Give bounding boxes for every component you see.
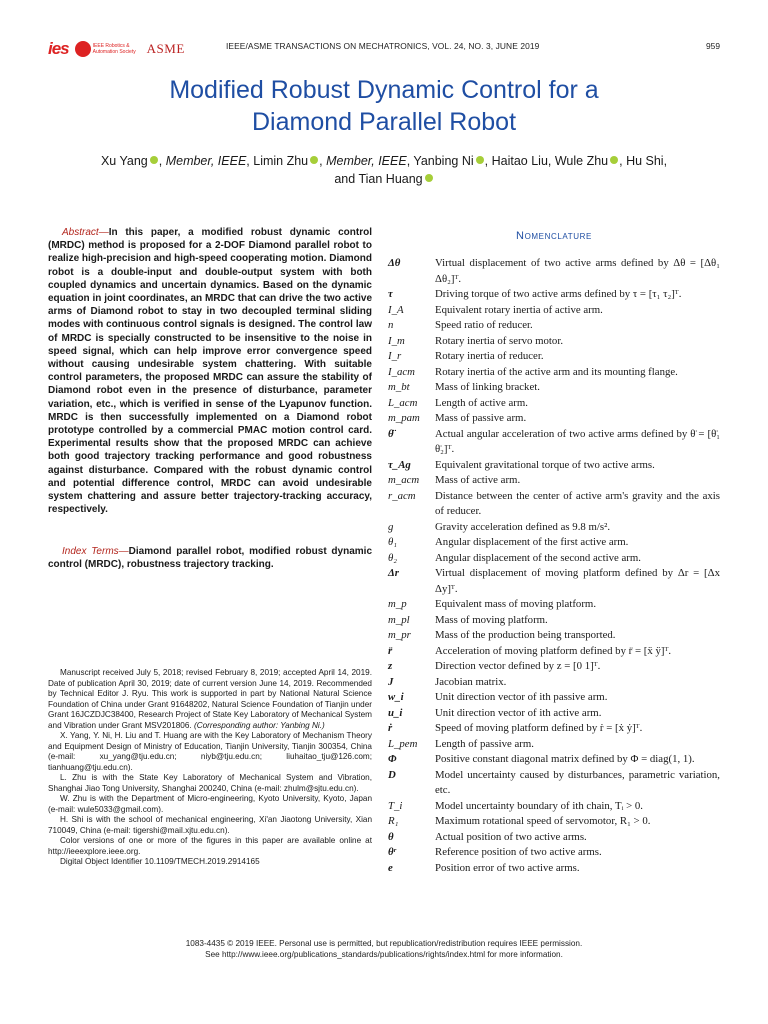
nomenclature-definition: Speed ratio of reducer. — [435, 319, 533, 331]
nomenclature-definition: Actual position of two active arms. — [435, 830, 587, 843]
footnote-doi: Digital Object Identifier 10.1109/TMECH.2019.2914165 — [60, 857, 260, 866]
nomenclature-symbol: D — [388, 768, 396, 781]
nomenclature-definition: Acceleration of moving platform defined by r̈ = [ẍ ÿ]ᵀ. — [435, 644, 672, 657]
nomenclature-symbol: Δθ — [388, 257, 401, 269]
orcid-icon[interactable] — [150, 156, 158, 164]
footnotes — [48, 668, 372, 868]
nomenclature-symbol: T_i — [388, 799, 403, 812]
ras-logo — [75, 41, 141, 57]
orcid-icon[interactable] — [610, 156, 618, 164]
nomenclature-definition: Angular displacement of the second active arm. — [435, 551, 641, 564]
footnote-color-note: Color versions of one or more of the figures in this paper are available online at http://ieeexplore.ieee.org. — [48, 836, 372, 856]
nomenclature-item — [388, 551, 720, 567]
nomenclature-definition: Distance between the center of active arm's gravity and the axis of reducer. — [435, 489, 720, 517]
nomenclature-symbol: e — [388, 861, 393, 874]
nomenclature-symbol: m_pr — [388, 629, 411, 641]
nomenclature-definition: Equivalent gravitational torque of two active arms. — [435, 458, 655, 471]
nomenclature-item — [388, 814, 720, 830]
nomenclature-symbol: θ — [388, 830, 394, 843]
authors-line-2 — [40, 170, 728, 188]
publisher-logos — [48, 38, 185, 60]
nomenclature-item — [388, 458, 720, 474]
copyright-line-1: 1083-4435 © 2019 IEEE. Personal use is permitted, but republication/redistribution requires IEEE permission. — [185, 939, 583, 948]
nomenclature-definition: Virtual displacement of two active arms defined by Δθ = [Δθ₁ Δθ₂]ᵀ. — [435, 257, 720, 285]
nomenclature-item — [388, 365, 720, 381]
nomenclature-item — [388, 628, 720, 644]
nomenclature-item — [388, 427, 720, 458]
nomenclature-item — [388, 644, 720, 660]
nomenclature-symbol: L_pem — [388, 737, 418, 750]
footnote-affiliation-3: W. Zhu is with the Department of Micro-engineering, Kyoto University, Kyoto, Japan (e-mail: wule5033@gmail.com). — [48, 794, 372, 814]
nomenclature-symbol: I_r — [388, 350, 402, 362]
nomenclature-item — [388, 535, 720, 551]
orcid-icon[interactable] — [476, 156, 484, 164]
nomenclature-definition: Mass of active arm. — [435, 474, 521, 486]
nomenclature-item — [388, 613, 720, 629]
nomenclature-heading: Nomenclature — [516, 230, 592, 242]
nomenclature-definition: Mass of the production being transported. — [435, 629, 616, 641]
author-name: Xu Yang — [100, 154, 148, 168]
nomenclature-symbol: θʳ — [388, 846, 396, 858]
authors-line-1: Xu Yang , Member, IEEE, Limin Zhu , Member, IEEE, Yanbing Ni , Haitao Liu, Wule Zhu , Hu Shi, — [100, 154, 668, 168]
footnote-manuscript — [48, 668, 372, 731]
page-number: 959 — [706, 41, 720, 51]
nomenclature-symbol: m_p — [388, 598, 407, 610]
nomenclature-symbol: Φ — [388, 753, 397, 765]
author-name: Yanbing Ni — [413, 154, 474, 168]
footnote-affiliation-2: L. Zhu is with the State Key Laboratory of Mechanical System and Vibration, Shanghai Jiao Tong University, Shanghai 200240, China (e-mail: zhulm@sjtu.edu.cn). — [48, 773, 372, 793]
nomenclature-definition: Angular displacement of the first active arm. — [435, 536, 629, 548]
asme-logo: ASME — [146, 41, 185, 56]
ies-logo: ies — [48, 39, 69, 58]
nomenclature-item — [388, 411, 720, 427]
nomenclature-definition: Mass of linking bracket. — [435, 381, 540, 393]
nomenclature-item — [388, 489, 720, 520]
nomenclature-item — [388, 861, 720, 877]
copyright-notice — [48, 938, 720, 960]
nomenclature-item — [388, 256, 720, 287]
nomenclature-item — [388, 380, 720, 396]
orcid-icon[interactable] — [310, 156, 318, 164]
index-terms-label: Index Terms — [62, 546, 119, 557]
nomenclature-definition: Length of active arm. — [435, 396, 528, 409]
abstract-text: In this paper, a modified robust dynamic control (MRDC) method is proposed for a 2-DOF Diamond parallel robot to realize high-precision and high-speed cooperating motion. Diamond robot is a double-input and double-output system with both coupled dynamics and uncertain dynamics. Based on the dynamic equation in joint coordinates, an MRDC that can drive the two active arms of Diamond robot to stay in two decoupled terminal sliding modes with continuous control signals is designed. The control law of MRDC is specially constructed to be insensitive to the noise in speed signal, which can help improve error convergence speed without causing undesirable system chattering. With suitable control parameters, the proposed MRDC can assure the stability of Diamond robot even in the presence of disturbance, parameter variation, etc., which is verified in sense of the Lyapunov function. MRDC is then successfully implemented on a Diamond robot prototype controlled by a commercial PMAC motion control card. Experimental results show that the proposed MRDC can achieve both good trajectory tracking performance and good robustness against disturbance. Compared with the robust dynamic control and potential difference control, MRDC can avoid undesirable system chattering and assure better trajectory-tracking accuracy, respectively. — [48, 227, 372, 516]
nomenclature-definition: Speed of moving platform defined by ṙ = [ẋ ẏ]ᵀ. — [435, 722, 643, 734]
author-name: and Tian Huang — [334, 172, 423, 186]
author-membership: Member, IEEE — [326, 154, 407, 168]
paper-title — [60, 74, 708, 138]
nomenclature-item — [388, 690, 720, 706]
nomenclature-definition: Equivalent mass of moving platform. — [435, 598, 597, 610]
footnote-affiliation-1: X. Yang, Y. Ni, H. Liu and T. Huang are with the Key Laboratory of Mechanism Theory and Equipment Design of Ministry of Education, Tianjin University, Tianjin 300354, China (e-mail: xu_yang@tju.edu.cn; niyb@tju.edu.cn; liuhaitao_tju@126.com; tianhuang@tju.edu.cn). — [48, 731, 372, 772]
nomenclature-definition: Position error of two active arms. — [435, 861, 580, 874]
nomenclature-symbol: z — [388, 660, 393, 672]
nomenclature-symbol: I_acm — [388, 365, 415, 378]
nomenclature-definition: Model uncertainty boundary of ith chain, Tᵢ > 0. — [435, 799, 643, 812]
author-list — [40, 152, 728, 188]
index-terms-text: Diamond parallel robot, modified robust dynamic control (MRDC), robustness trajectory tracking. — [48, 546, 373, 571]
nomenclature-item — [388, 318, 720, 334]
nomenclature-definition: Reference position of two active arms. — [435, 846, 602, 858]
nomenclature-definition: Driving torque of two active arms defined by τ = [τ₁ τ₂]ᵀ. — [435, 288, 682, 300]
nomenclature-list — [388, 256, 720, 876]
nomenclature-symbol: ṙ — [388, 722, 393, 734]
index-terms-dash: — — [118, 546, 129, 557]
nomenclature-symbol: n — [388, 319, 394, 331]
nomenclature-symbol: τ — [388, 288, 393, 300]
nomenclature-symbol: θ₂ — [388, 551, 398, 564]
title-line-2: Diamond Parallel Robot — [251, 108, 517, 136]
nomenclature-definition: Positive constant diagonal matrix defined by Φ = diag(1, 1). — [435, 753, 695, 765]
nomenclature-symbol: Δr — [388, 567, 399, 579]
journal-line: IEEE/ASME TRANSACTIONS ON MECHATRONICS, VOL. 24, NO. 3, JUNE 2019 — [226, 41, 540, 51]
index-terms — [48, 545, 372, 571]
nomenclature-definition: Direction vector defined by z = [0 1]ᵀ. — [435, 660, 601, 672]
nomenclature-definition: Mass of moving platform. — [435, 613, 548, 626]
nomenclature-item — [388, 349, 720, 365]
nomenclature-item — [388, 287, 720, 303]
nomenclature-symbol: R₁ — [388, 815, 399, 827]
orcid-icon[interactable] — [425, 174, 433, 182]
nomenclature-symbol: θ₁ — [388, 536, 398, 548]
copyright-line-2: See http://www.ieee.org/publications_standards/publications/rights/index.html for more information. — [205, 950, 563, 959]
nomenclature-definition: Rotary inertia of the active arm and its mounting flange. — [435, 365, 678, 378]
nomenclature-definition: Unit direction vector of ith active arm. — [435, 706, 602, 719]
nomenclature-symbol: I_m — [388, 334, 405, 347]
nomenclature-symbol: g — [388, 520, 394, 533]
nomenclature-symbol: τ_Ag — [388, 458, 411, 471]
nomenclature-item — [388, 706, 720, 722]
nomenclature-definition: Virtual displacement of moving platform defined by Δr = [Δx Δy]ᵀ. — [435, 567, 720, 595]
nomenclature-item — [388, 334, 720, 350]
nomenclature-symbol: L_acm — [388, 396, 418, 409]
nomenclature-symbol: J — [388, 675, 394, 688]
ras-logo-icon — [75, 41, 91, 57]
author-name: Hu Shi, — [626, 154, 668, 168]
nomenclature-symbol: m_bt — [388, 381, 410, 393]
abstract — [48, 226, 372, 516]
author-name: Limin Zhu — [253, 154, 309, 168]
author-name: Haitao Liu, Wule Zhu — [491, 154, 609, 168]
nomenclature-symbol: r_acm — [388, 489, 416, 502]
corresponding-author: (Corresponding author: Yanbing Ni.) — [193, 720, 325, 730]
nomenclature-item — [388, 721, 720, 737]
nomenclature-definition: Model uncertainty caused by disturbances, parametric variation, etc. — [435, 768, 720, 796]
ras-logo-text: IEEE Robotics & Automation Society — [92, 43, 136, 55]
nomenclature-symbol: u_i — [388, 706, 403, 719]
nomenclature-item — [388, 768, 720, 799]
nomenclature-item — [388, 396, 720, 412]
nomenclature-symbol: r̈ — [388, 644, 393, 657]
abstract-dash: — — [98, 227, 109, 238]
nomenclature-definition: Rotary inertia of reducer. — [435, 350, 544, 362]
nomenclature-symbol: I_A — [388, 303, 404, 316]
nomenclature-item — [388, 845, 720, 861]
nomenclature-definition: Unit direction vector of ith passive arm. — [435, 691, 608, 703]
nomenclature-definition: Mass of passive arm. — [435, 412, 527, 424]
nomenclature-symbol: m_pam — [388, 412, 420, 424]
nomenclature-item — [388, 597, 720, 613]
nomenclature-item — [388, 520, 720, 536]
nomenclature-item — [388, 566, 720, 597]
abstract-label: Abstract — [62, 227, 99, 238]
nomenclature-item — [388, 752, 720, 768]
nomenclature-symbol: m_pl — [388, 613, 410, 626]
nomenclature-symbol: m_acm — [388, 474, 420, 486]
nomenclature-definition: Equivalent rotary inertia of active arm. — [435, 303, 603, 316]
nomenclature-item — [388, 659, 720, 675]
author-membership: Member, IEEE — [165, 154, 247, 168]
title-line-1: Modified Robust Dynamic Control for a — [169, 76, 599, 104]
footnote-manuscript-text: Manuscript received July 5, 2018; revised February 8, 2019; accepted April 14, 2019. Date of publication April 30, 2019; date of current version June 14, 2019. Recommended by Technical Editor J. Ryu. This work is supported in part by National Natural Science Foundation of China under Grant 91648202, Natural Science Foundation of Tianjin under Grant 16JCZDJC38400, Research Project of State Key Laboratory of Mechanical System and Vibration under Grant MSV201806. — [48, 668, 372, 730]
nomenclature-definition: Maximum rotational speed of servomotor, R₁ > 0. — [435, 815, 651, 827]
footnote-affiliation-4: H. Shi is with the school of mechanical engineering, Xi'an Jiaotong University, Xian 710049, China (e-mail: tigershi@mail.xjtu.edu.cn). — [48, 815, 372, 835]
nomenclature-definition: Gravity acceleration defined as 9.8 m/s². — [435, 520, 611, 533]
nomenclature-symbol: θ̈ — [388, 427, 394, 440]
nomenclature-item — [388, 303, 720, 319]
nomenclature-item — [388, 675, 720, 691]
nomenclature-item — [388, 473, 720, 489]
page-header — [48, 38, 720, 62]
nomenclature-definition: Actual angular acceleration of two active arms defined by θ̈ = [θ̈₁ θ̈₂]ᵀ. — [435, 427, 720, 455]
nomenclature-definition: Length of passive arm. — [435, 737, 534, 750]
nomenclature-definition: Rotary inertia of servo motor. — [435, 334, 564, 347]
nomenclature-item — [388, 799, 720, 815]
nomenclature-symbol: w_i — [388, 691, 404, 703]
nomenclature-item — [388, 830, 720, 846]
nomenclature-definition: Jacobian matrix. — [435, 675, 507, 688]
nomenclature-item — [388, 737, 720, 753]
